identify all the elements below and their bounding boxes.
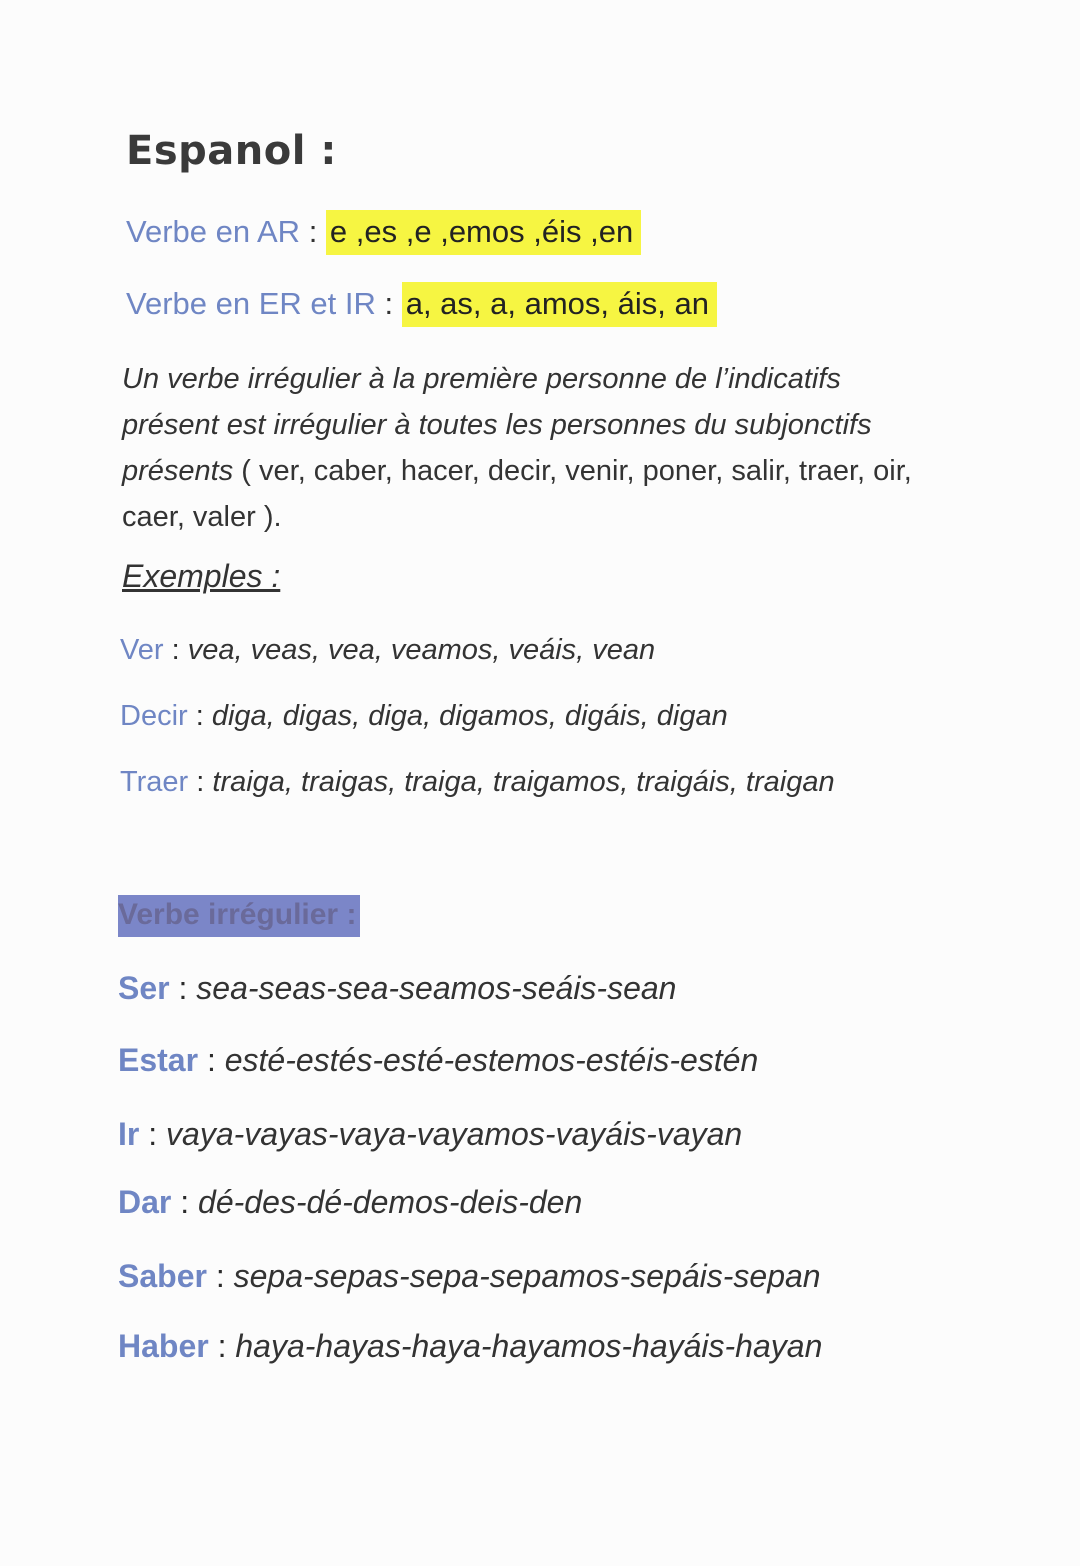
- example-forms: diga, digas, diga, digamos, digáis, digan: [211, 700, 728, 732]
- rule-label: Verbe en ER et IR: [126, 286, 376, 321]
- example-forms: traiga, traigas, traiga, traigamos, traigáis, traigan: [212, 766, 835, 798]
- rule-ar: [126, 214, 641, 250]
- irregular-sep: :: [206, 1258, 234, 1294]
- page-title: Espanol :: [126, 128, 337, 174]
- irregular-verb: Saber: [118, 1258, 207, 1294]
- irregular-row: [118, 1258, 821, 1295]
- example-verb: Decir: [120, 700, 188, 732]
- explanation-paragraph: [122, 356, 922, 540]
- irregular-row: [118, 970, 676, 1007]
- irregular-row: [118, 1042, 758, 1079]
- paragraph-italic: Un verbe irrégulier à la première personne de l’indicatifs présent est irrégulier à toutes les personnes du subjonctifs présents: [122, 363, 872, 487]
- irregular-verb: Dar: [118, 1184, 172, 1220]
- paragraph-plain: ( ver, caber, hacer, decir, venir, poner, salir, traer, oir, caer, valer ).: [122, 455, 912, 533]
- rule-label: Verbe en AR: [126, 214, 301, 249]
- irregular-forms: sea-seas-sea-seamos-seáis-sean: [196, 970, 677, 1006]
- rule-endings-highlight: e ,es ,e ,emos ,éis ,en: [326, 210, 641, 255]
- rule-colon: :: [375, 286, 402, 321]
- rule-er-ir: [126, 286, 717, 322]
- example-sep: :: [188, 766, 213, 798]
- rule-endings-highlight: a, as, a, amos, áis, an: [402, 282, 717, 327]
- example-row: [120, 700, 728, 733]
- irregular-verb: Ir: [118, 1116, 140, 1152]
- irregular-sep: :: [208, 1328, 236, 1364]
- irregular-row: [118, 1184, 582, 1221]
- irregular-verb: Haber: [118, 1328, 209, 1364]
- example-row: [120, 634, 655, 667]
- irregular-sep: :: [198, 1042, 225, 1078]
- example-verb: Ver: [120, 634, 164, 666]
- example-sep: :: [187, 700, 212, 732]
- example-sep: :: [163, 634, 188, 666]
- irregular-verb: Ser: [118, 970, 170, 1006]
- examples-heading: Exemples :: [122, 558, 281, 594]
- example-verb: Traer: [120, 766, 189, 798]
- example-row: [120, 766, 835, 799]
- irregular-sep: :: [169, 970, 197, 1006]
- example-forms: vea, veas, vea, veamos, veáis, vean: [187, 634, 656, 666]
- irregular-forms: vaya-vayas-vaya-vayamos-vayáis-vayan: [166, 1116, 743, 1152]
- irregular-forms: esté-estés-esté-estemos-estéis-estén: [224, 1042, 759, 1078]
- irregular-verb: Estar: [118, 1042, 199, 1078]
- irregular-forms: sepa-sepas-sepa-sepamos-sepáis-sepan: [233, 1258, 821, 1294]
- irregular-sep: :: [139, 1116, 167, 1152]
- irregular-sep: :: [171, 1184, 199, 1220]
- rule-colon: :: [300, 214, 326, 249]
- irregular-row: [118, 1328, 822, 1365]
- irregular-forms: haya-hayas-haya-hayamos-hayáis-hayan: [235, 1328, 823, 1364]
- irregular-heading: Verbe irrégulier :: [118, 895, 360, 937]
- irregular-forms: dé-des-dé-demos-deis-den: [198, 1184, 583, 1220]
- irregular-row: [118, 1116, 742, 1153]
